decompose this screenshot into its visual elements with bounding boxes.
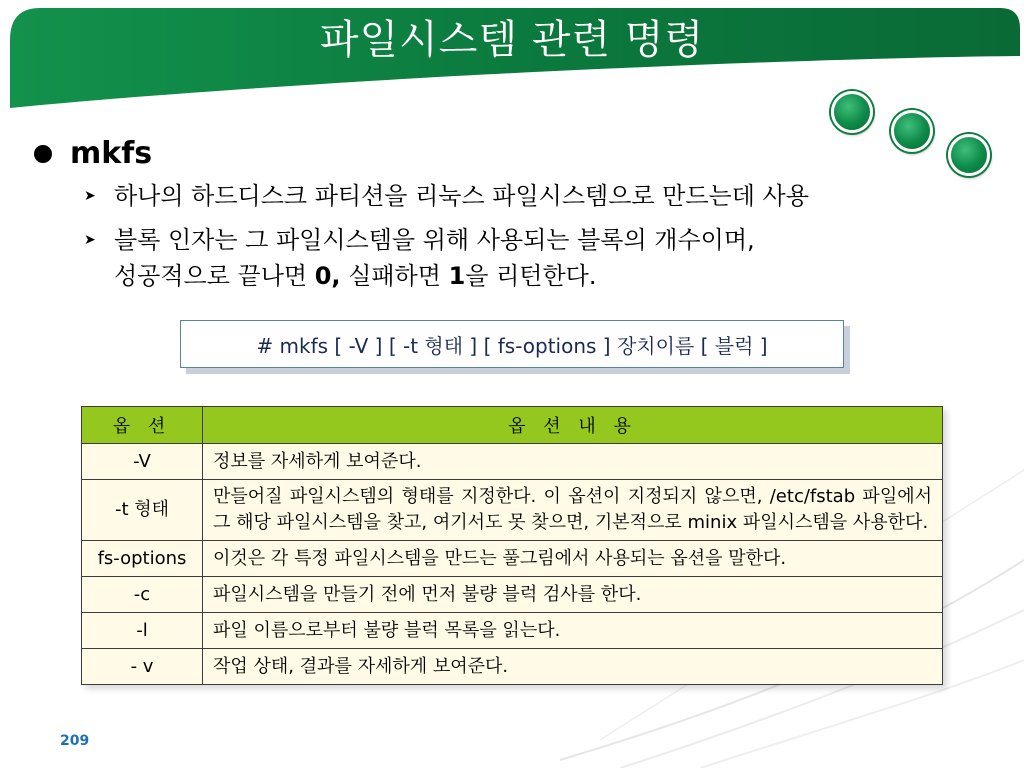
success-code: 0,	[314, 262, 341, 290]
option-cell: -l	[82, 613, 203, 649]
bullet-main-label: mkfs	[70, 136, 153, 171]
decorative-circle-3	[948, 134, 990, 176]
sub-bullet-1-text: 하나의 하드디스크 파티션을 리눅스 파일시스템으로 만드는데 사용	[114, 182, 809, 210]
arrow-bullet-icon: ➤	[84, 188, 96, 204]
sub-bullet-2-line2c: 실패하면	[340, 262, 449, 290]
header-description: 옵 션 내 용	[203, 407, 943, 444]
command-syntax-box	[180, 320, 844, 368]
header-option: 옵 션	[82, 407, 203, 444]
table-header-row	[82, 407, 943, 444]
options-table	[81, 406, 943, 685]
table-row	[82, 613, 943, 649]
arrow-bullet-icon: ➤	[84, 232, 96, 248]
description-cell: 파일시스템을 만들기 전에 먼저 불량 블럭 검사를 한다.	[203, 577, 943, 613]
command-syntax-text: # mkfs [ -V ] [ -t 형태 ] [ fs-options ] 장치이름 [ 블럭 ]	[256, 333, 768, 358]
table-row	[82, 649, 943, 685]
option-cell: - v	[82, 649, 203, 685]
table-row	[82, 480, 943, 541]
table-row	[82, 577, 943, 613]
page-number: 209	[60, 733, 90, 749]
description-cell: 정보를 자세하게 보여준다.	[203, 444, 943, 480]
sub-bullet-2-line2a: 성공적으로 끝나면	[114, 262, 315, 290]
sub-bullet-1	[84, 178, 809, 214]
bullet-dot-icon	[34, 145, 52, 163]
sub-bullet-2-text	[114, 222, 755, 294]
option-cell: -V	[82, 444, 203, 480]
sub-bullet-2	[84, 222, 755, 294]
table-row	[82, 444, 943, 480]
table-row	[82, 541, 943, 577]
decorative-circle-2	[891, 110, 933, 152]
failure-code: 1	[448, 262, 466, 290]
description-cell: 작업 상태, 결과를 자세하게 보여준다.	[203, 649, 943, 685]
option-cell: -t 형태	[82, 480, 203, 541]
sub-bullet-2-line1: 블록 인자는 그 파일시스템을 위해 사용되는 블록의 개수이며,	[114, 226, 755, 254]
slide-title: 파일시스템 관련 명령	[319, 17, 705, 63]
option-cell: -c	[82, 577, 203, 613]
option-cell: fs-options	[82, 541, 203, 577]
description-cell: 이것은 각 특정 파일시스템을 만드는 풀그림에서 사용되는 옵션을 말한다.	[203, 541, 943, 577]
sub-bullet-2-line2e: 을 리턴한다.	[465, 262, 597, 290]
description-cell: 만들어질 파일시스템의 형태를 지정한다. 이 옵션이 지정되지 않으면, /etc/fstab 파일에서 그 해당 파일시스템을 찾고, 여기서도 못 찾으면, 기본적으로 minix 파일시스템을 사용한다.	[203, 480, 943, 541]
decorative-circle-1	[831, 91, 873, 133]
description-cell: 파일 이름으로부터 불량 블럭 목록을 읽는다.	[203, 613, 943, 649]
bullet-mkfs	[34, 136, 152, 171]
